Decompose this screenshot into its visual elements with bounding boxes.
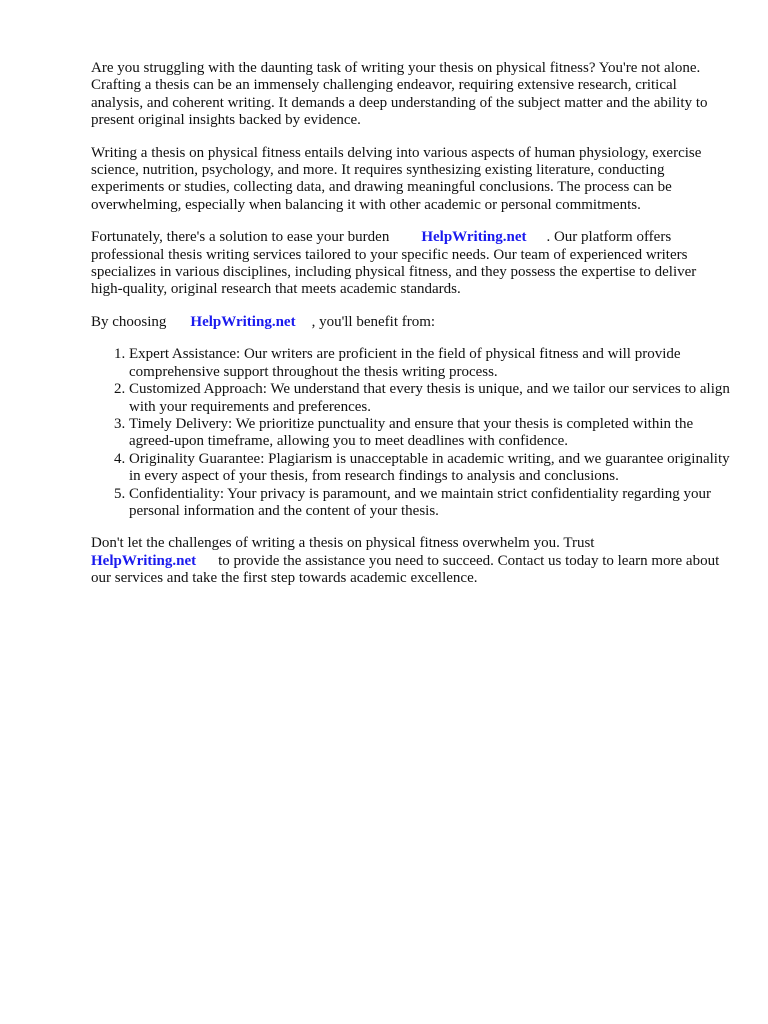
- benefit-item-timely-delivery: 3. Timely Delivery: We prioritize punctuality and ensure that your thesis is completed within the agreed-upon timeframe, allowing you to meet deadlines with confidence.: [129, 416, 731, 451]
- benefits-intro-after: , you'll benefit from:: [311, 313, 436, 330]
- benefit-item-expert-assistance: 1. Expert Assistance: Our writers are proficient in the field of physical fitness and will provide comprehensive support throughout the thesis writing process.: [129, 346, 731, 381]
- benefit-item-customized-approach: 2. Customized Approach: We understand that every thesis is unique, and we tailor our services to align with your requirements and preferences.: [129, 381, 731, 416]
- helpwriting-link-1[interactable]: HelpWriting.net: [421, 229, 527, 246]
- thesis-description-paragraph: Writing a thesis on physical fitness entails delving into various aspects of human physiology, exercise science, nutrition, psychology, and more. It requires synthesizing existing literature, conducting experiments or studies, collecting data, and drawing meaningful conclusions. The process can be overwhelming, especially when balancing it with other academic or personal commitments.: [91, 144, 702, 213]
- helpwriting-link-3[interactable]: HelpWriting.net: [91, 552, 197, 569]
- closing-text-before: Don't let the challenges of writing a thesis on physical fitness overwhelm you. Trust: [91, 535, 595, 552]
- benefits-intro-before: By choosing: [91, 313, 167, 330]
- closing-text-after: to provide the assistance you need to succeed. Contact us today to learn more about our services and take the first step towards academic excellence.: [91, 552, 720, 587]
- benefits-intro-paragraph: [91, 314, 731, 331]
- document-page: [91, 60, 731, 603]
- intro-paragraph: Are you struggling with the daunting task of writing your thesis on physical fitness? You're not alone. Crafting a thesis can be an immensely challenging endeavor, requiring extensive research, critical analysis, and coherent writing. It demands a deep understanding of the subject matter and the ability to present original insights backed by evidence.: [91, 60, 708, 129]
- benefit-item-confidentiality: 5. Confidentiality: Your privacy is paramount, and we maintain strict confidentiality regarding your personal information and the content of your thesis.: [129, 486, 731, 521]
- helpwriting-link-2[interactable]: HelpWriting.net: [190, 313, 296, 330]
- solution-text-after: . Our platform offers professional thesis writing services tailored to your specific needs. Our team of experienced writers specializes in various disciplines, including physical fitness, and they possess the expertise to deliver high-quality, original research that meets academic standards.: [91, 229, 697, 298]
- solution-text-before: Fortunately, there's a solution to ease your burden: [91, 229, 390, 246]
- benefits-list: [91, 346, 731, 520]
- closing-paragraph: [91, 535, 731, 587]
- benefit-item-originality-guarantee: 4. Originality Guarantee: Plagiarism is unacceptable in academic writing, and we guarantee originality in every aspect of your thesis, from research findings to analysis and conclusions.: [129, 451, 731, 486]
- solution-paragraph: [91, 229, 731, 299]
